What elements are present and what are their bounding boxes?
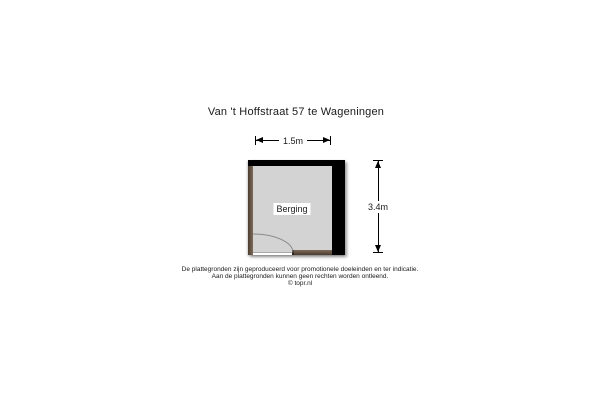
height-dimension: [367, 160, 389, 253]
room-label: Berging: [273, 203, 310, 215]
disclaimer-line-2: Aan de plattegronden kunnen geen rechten worden ontleend.: [211, 273, 389, 280]
disclaimer: [0, 266, 600, 287]
arrow-down-icon: [375, 245, 381, 252]
height-dimension-label: 3.4m: [367, 201, 389, 212]
width-dimension: [255, 136, 331, 145]
arrow-up-icon: [375, 161, 381, 168]
dimension-tick-bottom: [373, 252, 383, 253]
floorplan-drawing: [248, 160, 345, 255]
disclaimer-line-1: De plattegronden zijn geproduceerd voor promotionele doeleinden en ter indicatie.: [181, 266, 419, 273]
disclaimer-line-3: © topr.nl: [287, 280, 313, 287]
arrow-left-icon: [256, 137, 263, 143]
dimension-tick-right: [330, 136, 331, 145]
arrow-right-icon: [323, 137, 330, 143]
page-title: Van 't Hoffstraat 57 te Wageningen: [207, 106, 385, 118]
width-dimension-label: 1.5m: [279, 136, 307, 146]
